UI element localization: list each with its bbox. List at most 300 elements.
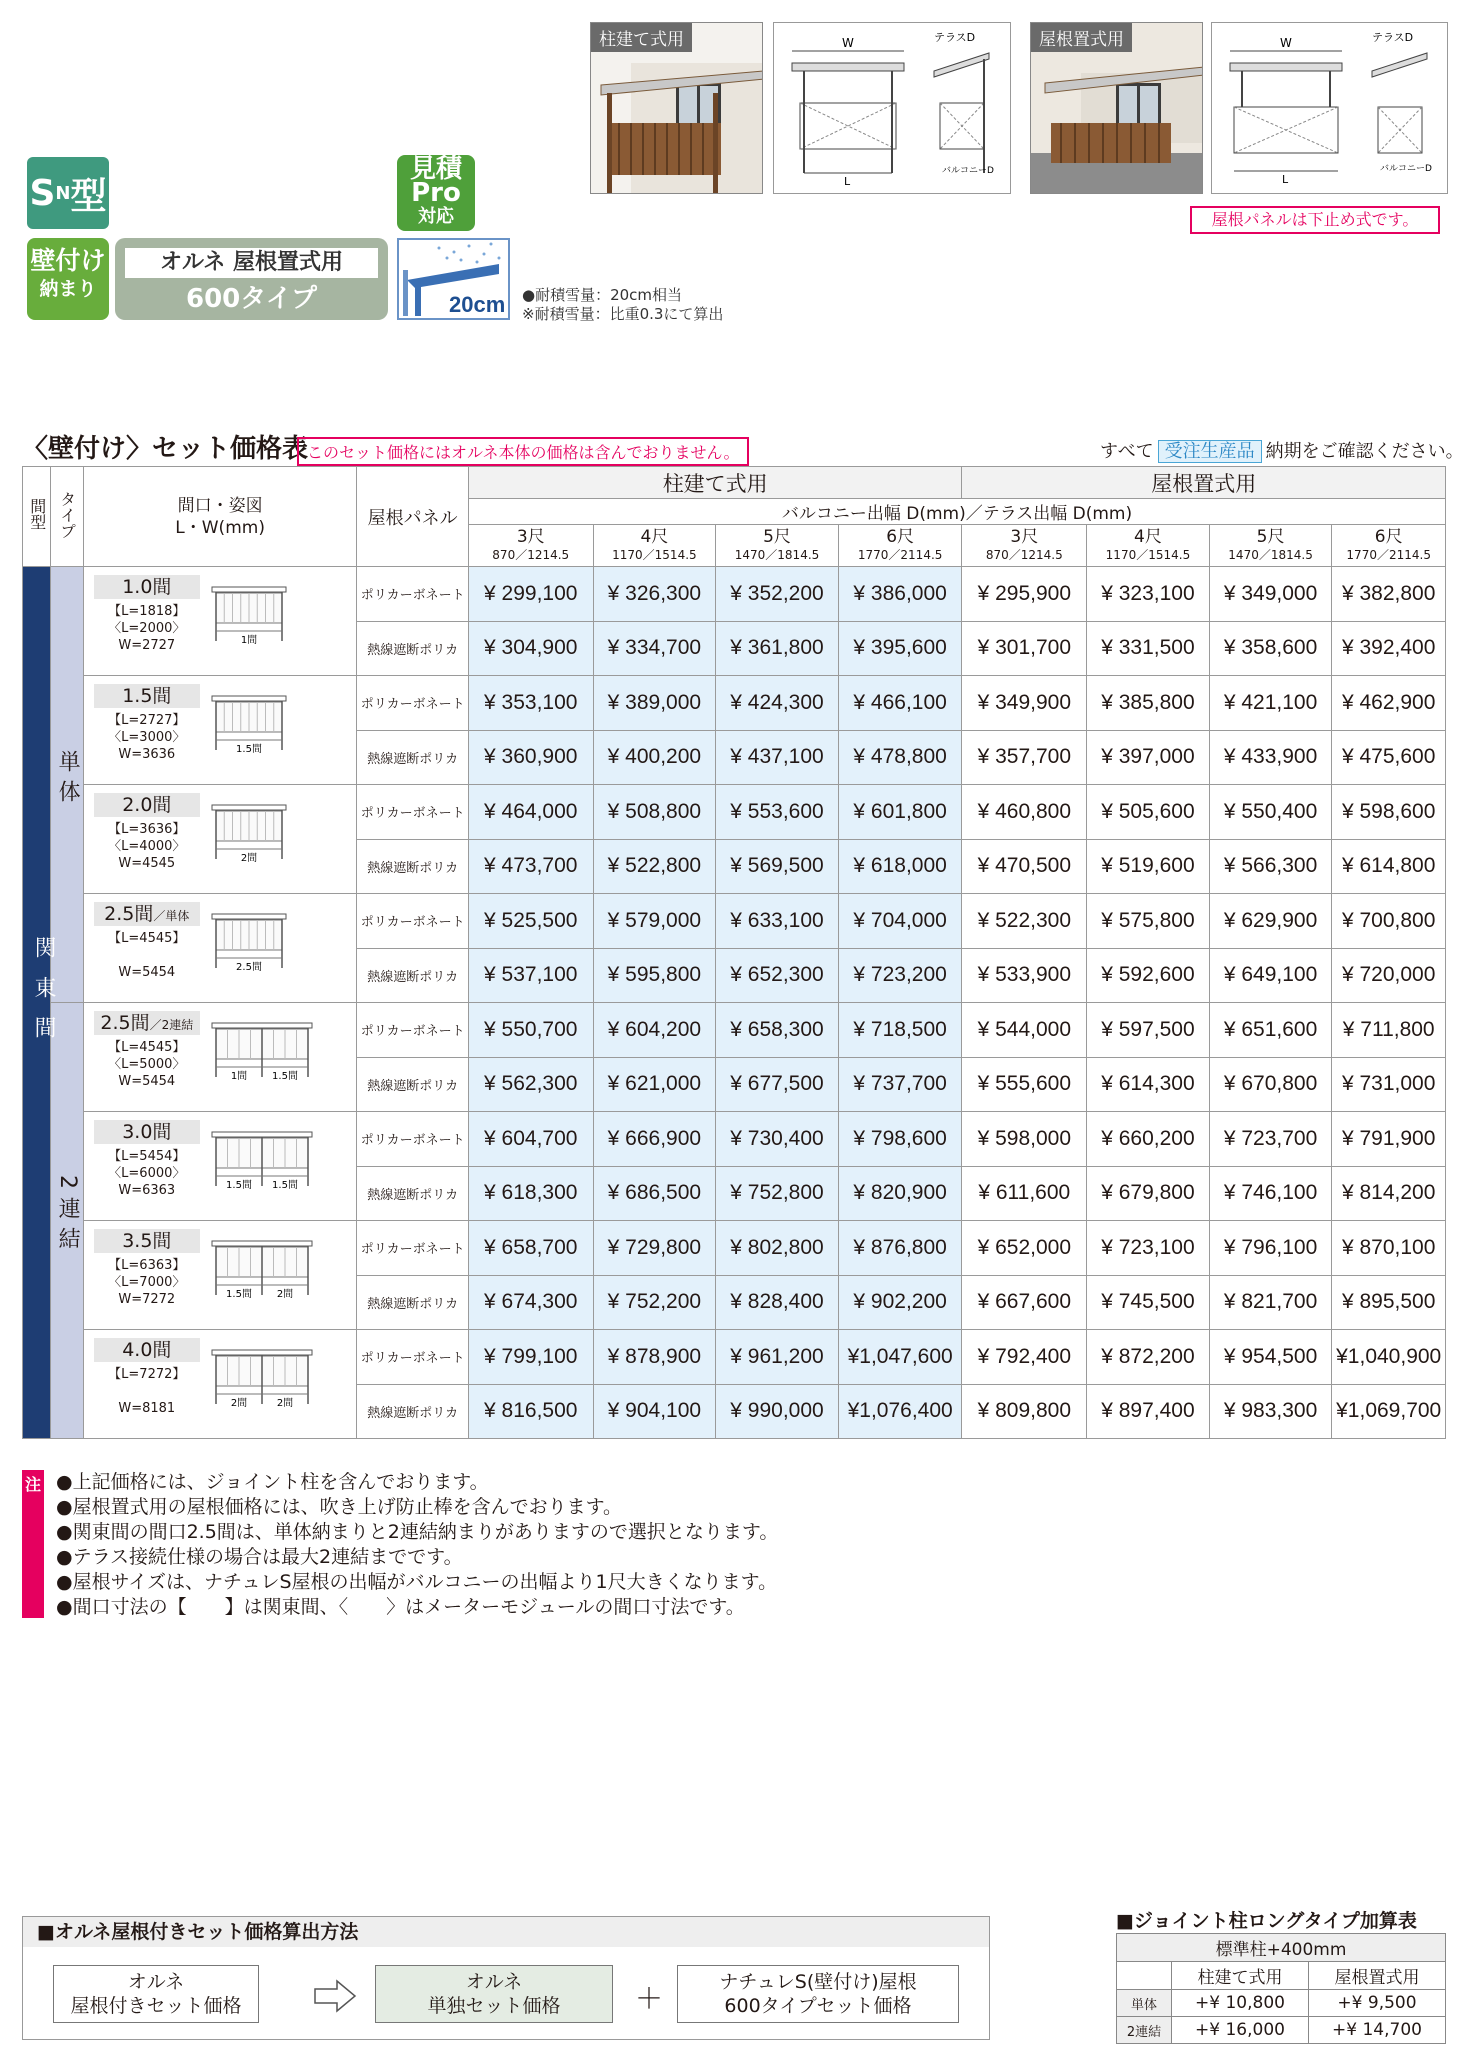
joint-row-post: +¥ 16,000 [1172,2017,1309,2044]
price-cell: ¥ 618,300 [468,1166,593,1221]
post-type-photo [590,22,763,194]
span-cell [83,894,357,1003]
panel-heat-block: 熱線遮断ポリカ [357,621,468,676]
price-cell: ¥ 400,200 [593,730,716,785]
type-double-cell [51,1003,83,1439]
panel-polycarbonate: ポリカーボネート [357,1112,468,1167]
price-cell: ¥ 598,000 [962,1112,1087,1167]
span-figure [210,801,300,865]
made-to-order-badge: 受注生産品 [1158,440,1262,463]
snow-load-icon [397,238,510,320]
price-cell: ¥ 745,500 [1087,1275,1210,1330]
panel-heat-block: 熱線遮断ポリカ [357,730,468,785]
price-cell: ¥ 821,700 [1209,1275,1332,1330]
price-cell: ¥ 385,800 [1087,676,1210,731]
snow-load-note [522,286,723,324]
panel-heat-block: 熱線遮断ポリカ [357,1384,468,1439]
span-figure-label: 2間 [230,1398,247,1409]
span-cell [83,785,357,894]
price-cell: ¥ 462,900 [1332,676,1446,731]
plus-sign: ＋ [635,1982,664,2015]
area-label: 関東間 [31,935,56,1056]
price-cell: ¥ 814,200 [1332,1166,1446,1221]
price-cell: ¥ 357,700 [962,730,1087,785]
sn-sub: N [55,182,71,204]
price-cell: ¥ 604,700 [468,1112,593,1167]
span-label: 3.5間 [94,1229,200,1253]
price-cell: ¥ 878,900 [593,1330,716,1385]
col-span-header: 間口・姿図 L・W(mm) [83,467,357,567]
post-type-diagram [773,22,1011,194]
table-row [23,894,1446,949]
span-figure [210,1237,326,1301]
price-cell: ¥1,040,900 [1332,1330,1446,1385]
panel-heat-block: 熱線遮断ポリカ [357,1057,468,1112]
joint-row-roof: +¥ 9,500 [1309,1990,1446,2017]
table-row [23,1112,1446,1167]
price-cell: ¥ 353,100 [468,676,593,731]
price-cell: ¥ 723,100 [1087,1221,1210,1276]
price-cell: ¥ 633,100 [716,894,839,949]
panel-heat-block: 熱線遮断ポリカ [357,1166,468,1221]
span-cell [83,1330,357,1439]
price-cell: ¥ 508,800 [593,785,716,840]
price-cell: ¥ 466,100 [838,676,962,731]
sn-suffix: 型 [70,175,107,217]
type-label: 単体 [55,750,81,810]
price-cell: ¥ 611,600 [962,1166,1087,1221]
diagram2-balcony-label: バルコニーD [1380,164,1432,174]
span-figure-label: 1間 [240,635,257,646]
price-cell: ¥ 799,100 [468,1330,593,1385]
diagram2-w-label: W [1280,36,1292,50]
size-dims: 1170／1514.5 [612,547,697,562]
type-label: 2連結 [55,1175,81,1257]
price-cell: ¥ 575,800 [1087,894,1210,949]
size-label: 3尺 [516,526,545,547]
size-dims: 1470／1814.5 [1228,547,1313,562]
panel-heat-block: 熱線遮断ポリカ [357,839,468,894]
notes-section [22,1470,902,1620]
mitsumori-line1: 見積 [409,154,462,184]
price-cell: ¥ 597,500 [1087,1003,1210,1058]
note-item: ●テラス接続仕様の場合は最大2連結までです。 [56,1546,463,1568]
span-dims: 【L=4545】 〈L=5000〉 W=5454 [108,1040,186,1089]
span-dims: 【L=4545】 W=5454 [108,931,186,980]
calc-box-orune-price: オルネ 単独セット価格 [375,1965,613,2023]
span-figure-label: 1.5間 [271,1071,298,1082]
orune-type-badge [115,238,388,320]
span-cell [83,567,357,676]
price-cell: ¥ 731,000 [1332,1057,1446,1112]
price-cell: ¥ 718,500 [838,1003,962,1058]
panel-polycarbonate: ポリカーボネート [357,1003,468,1058]
price-cell: ¥ 395,600 [838,621,962,676]
span-dims: 【L=1818】 〈L=2000〉 W=2727 [108,604,186,653]
price-cell: ¥ 519,600 [1087,839,1210,894]
price-cell: ¥ 595,800 [593,948,716,1003]
area-cell [23,567,56,1439]
price-cell: ¥ 360,900 [468,730,593,785]
depth-subheader: バルコニー出幅 D(mm)／テラス出幅 D(mm) [468,499,1445,525]
size-dims: 870／1214.5 [985,547,1063,562]
price-cell: ¥ 522,300 [962,894,1087,949]
price-cell: ¥ 658,700 [468,1221,593,1276]
span-label: 2.0間 [94,793,200,817]
price-cell: ¥ 331,500 [1087,621,1210,676]
price-cell: ¥ 902,200 [838,1275,962,1330]
price-cell: ¥ 464,000 [468,785,593,840]
price-cell: ¥ 301,700 [962,621,1087,676]
size-header [1087,525,1210,567]
panel-polycarbonate: ポリカーボネート [357,894,468,949]
price-cell: ¥ 505,600 [1087,785,1210,840]
price-cell: ¥ 392,400 [1332,621,1446,676]
price-cell: ¥ 598,600 [1332,785,1446,840]
span-figure [210,910,300,974]
price-cell: ¥ 525,500 [468,894,593,949]
span-label: 4.0間 [94,1338,200,1362]
price-cell: ¥ 828,400 [716,1275,839,1330]
price-cell: ¥ 670,800 [1209,1057,1332,1112]
span-figure [210,1019,326,1083]
price-cell: ¥ 723,200 [838,948,962,1003]
size-label: 6尺 [886,526,915,547]
price-cell: ¥ 386,000 [838,567,962,622]
price-cell: ¥ 629,900 [1209,894,1332,949]
size-label: 5尺 [763,526,791,547]
price-cell: ¥ 299,100 [468,567,593,622]
size-header [468,525,593,567]
price-cell: ¥ 667,600 [962,1275,1087,1330]
col-type-header: タイプ [51,467,83,567]
price-cell: ¥ 326,300 [593,567,716,622]
post-type-tag: 柱建て式用 [591,23,692,52]
roof-type-photo [1030,22,1203,194]
price-cell: ¥ 550,700 [468,1003,593,1058]
size-dims: 870／1214.5 [492,547,570,562]
price-cell: ¥ 990,000 [716,1384,839,1439]
price-cell: ¥ 752,200 [593,1275,716,1330]
diagram-d-label: テラスD [934,31,976,44]
span-label: 2.5間／単体 [94,902,200,926]
price-cell: ¥ 746,100 [1209,1166,1332,1221]
notes-list [22,1470,902,1620]
table-row [23,1003,1446,1058]
price-cell: ¥ 389,000 [593,676,716,731]
diagram2-l-label: L [1282,173,1289,186]
price-cell: ¥1,076,400 [838,1384,962,1439]
notes-label: 注 [22,1470,44,1618]
span-dims: 【L=5454】 〈L=6000〉 W=6363 [108,1149,186,1198]
orune-bottom-label: 600タイプ [186,284,317,314]
price-cell: ¥ 711,800 [1332,1003,1446,1058]
span-dims: 【L=6363】 〈L=7000〉 W=7272 [108,1258,186,1307]
joint-row-label: 2連結 [1117,2017,1172,2044]
price-cell: ¥ 382,800 [1332,567,1446,622]
kabetsuke-badge [27,238,109,320]
price-cell: ¥ 651,600 [1209,1003,1332,1058]
diagram2-d-label: テラスD [1372,31,1414,44]
price-cell: ¥ 792,400 [962,1330,1087,1385]
panel-polycarbonate: ポリカーボネート [357,567,468,622]
group-post-header: 柱建て式用 [468,467,962,499]
mitsumori-line3: 対応 [418,206,454,227]
joint-col-roof: 屋根置式用 [1309,1962,1446,1990]
panel-polycarbonate: ポリカーボネート [357,1221,468,1276]
note-item: ●屋根サイズは、ナチュレS屋根の出幅がバルコニーの出幅より1尺大きくなります。 [56,1571,778,1593]
snow-value: 20cm [449,292,506,317]
joint-table [1116,1933,1446,2044]
col-area-header: 間型 [23,467,51,567]
price-cell: ¥ 614,300 [1087,1057,1210,1112]
joint-table-title: ■ジョイント柱ロングタイプ加算表 [1116,1910,1417,1932]
price-cell: ¥ 433,900 [1209,730,1332,785]
price-cell: ¥ 562,300 [468,1057,593,1112]
price-cell: ¥ 475,600 [1332,730,1446,785]
span-figure-label: 1.5間 [271,1180,298,1191]
price-cell: ¥1,069,700 [1332,1384,1446,1439]
price-cell: ¥ 704,000 [838,894,962,949]
joint-standard: 標準柱+400mm [1117,1934,1446,1962]
joint-row-label: 単体 [1117,1990,1172,2017]
price-cell: ¥ 904,100 [593,1384,716,1439]
price-cell: ¥ 437,100 [716,730,839,785]
span-figure-label: 1.5間 [225,1180,252,1191]
roof-panel-note: 屋根パネルは下止め式です。 [1190,206,1440,234]
price-cell: ¥ 553,600 [716,785,839,840]
price-cell: ¥ 421,100 [1209,676,1332,731]
price-cell: ¥ 566,300 [1209,839,1332,894]
price-cell: ¥ 544,000 [962,1003,1087,1058]
price-cell: ¥ 649,100 [1209,948,1332,1003]
diagram-w-label: W [842,36,854,50]
price-cell: ¥ 592,600 [1087,948,1210,1003]
diagram-l-label: L [844,175,851,188]
price-cell: ¥ 658,300 [716,1003,839,1058]
size-label: 4尺 [1134,526,1162,547]
snow-note-2: ※耐積雪量：比重0.3にて算出 [522,305,724,323]
span-label: 1.5間 [94,684,200,708]
table-row [23,1330,1446,1385]
table-row [23,1221,1446,1276]
price-cell: ¥ 983,300 [1209,1384,1332,1439]
size-header [1209,525,1332,567]
price-cell: ¥ 569,500 [716,839,839,894]
price-cell: ¥ 809,800 [962,1384,1087,1439]
span-cell [83,1003,357,1112]
price-cell: ¥ 473,700 [468,839,593,894]
size-header [838,525,962,567]
size-label: 6尺 [1374,526,1403,547]
order-note [1100,437,1464,463]
roof-type-diagram [1211,22,1448,194]
price-cell: ¥ 729,800 [593,1221,716,1276]
joint-row-roof: +¥ 14,700 [1309,2017,1446,2044]
joint-row-post: +¥ 10,800 [1172,1990,1309,2017]
price-cell: ¥ 618,000 [838,839,962,894]
price-cell: ¥ 621,000 [593,1057,716,1112]
price-cell: ¥ 720,000 [1332,948,1446,1003]
span-figure-label: 1.5間 [225,1289,252,1300]
price-cell: ¥ 816,500 [468,1384,593,1439]
price-cell: ¥ 798,600 [838,1112,962,1167]
size-header [962,525,1087,567]
size-dims: 1170／1514.5 [1105,547,1191,562]
orune-top-label: オルネ 屋根置式用 [125,248,378,278]
span-dims: 【L=2727】 〈L=3000〉 W=3636 [108,713,186,762]
price-cell: ¥ 872,200 [1087,1330,1210,1385]
price-cell: ¥ 614,800 [1332,839,1446,894]
price-cell: ¥ 723,700 [1209,1112,1332,1167]
page-title: 〈壁付け〉セット価格表 [22,434,309,464]
price-cell: ¥ 304,900 [468,621,593,676]
price-cell: ¥ 550,400 [1209,785,1332,840]
price-cell: ¥ 652,300 [716,948,839,1003]
size-label: 3尺 [1010,526,1039,547]
table-row [23,785,1446,840]
price-cell: ¥ 700,800 [1332,894,1446,949]
order-note-suffix: 納期をご確認ください。 [1265,441,1464,462]
price-cell: ¥ 579,000 [593,894,716,949]
price-cell: ¥ 802,800 [716,1221,839,1276]
calc-method-box [22,1916,990,2040]
span-figure-label: 2間 [276,1398,293,1409]
price-cell: ¥ 674,300 [468,1275,593,1330]
price-cell: ¥ 752,800 [716,1166,839,1221]
size-header [593,525,716,567]
price-cell: ¥1,047,600 [838,1330,962,1385]
diagram-balcony-label: バルコニーD [942,166,994,176]
price-cell: ¥ 961,200 [716,1330,839,1385]
price-cell: ¥ 954,500 [1209,1330,1332,1385]
size-header [716,525,839,567]
price-cell: ¥ 349,000 [1209,567,1332,622]
size-header [1332,525,1446,567]
span-figure-label: 2間 [240,853,257,864]
span-label: 2.5間／2連結 [94,1011,200,1035]
panel-polycarbonate: ポリカーボネート [357,676,468,731]
price-cell: ¥ 358,600 [1209,621,1332,676]
calc-box-set-price: オルネ 屋根付きセット価格 [53,1965,259,2023]
price-cell: ¥ 677,500 [716,1057,839,1112]
price-cell: ¥ 686,500 [593,1166,716,1221]
span-label: 1.0間 [94,575,200,599]
kabetsuke-line2: 納まり [39,278,97,300]
span-figure-label: 2.5間 [235,962,262,973]
price-cell: ¥ 361,800 [716,621,839,676]
price-cell: ¥ 295,900 [962,567,1087,622]
price-cell: ¥ 897,400 [1087,1384,1210,1439]
price-cell: ¥ 791,900 [1332,1112,1446,1167]
price-cell: ¥ 323,100 [1087,567,1210,622]
size-dims: 1470／1814.5 [734,547,820,562]
price-cell: ¥ 870,100 [1332,1221,1446,1276]
panel-polycarbonate: ポリカーボネート [357,1330,468,1385]
size-dims: 1770／2114.5 [857,547,943,562]
span-figure [210,692,300,756]
span-cell [83,676,357,785]
order-note-prefix: すべて [1100,441,1154,462]
price-cell: ¥ 537,100 [468,948,593,1003]
span-label: 3.0間 [94,1120,200,1144]
price-cell: ¥ 820,900 [838,1166,962,1221]
price-cell: ¥ 397,000 [1087,730,1210,785]
price-cell: ¥ 876,800 [838,1221,962,1276]
price-cell: ¥ 424,300 [716,676,839,731]
price-cell: ¥ 679,800 [1087,1166,1210,1221]
price-cell: ¥ 652,000 [962,1221,1087,1276]
panel-heat-block: 熱線遮断ポリカ [357,1275,468,1330]
roof-type-tag: 屋根置式用 [1031,23,1132,52]
price-cell: ¥ 737,700 [838,1057,962,1112]
note-item: ●屋根置式用の屋根価格には、吹き上げ防止棒を含んでおります。 [56,1496,623,1518]
span-figure [210,1128,326,1192]
joint-corner [1117,1962,1172,1990]
price-cell: ¥ 660,200 [1087,1112,1210,1167]
panel-heat-block: 熱線遮断ポリカ [357,948,468,1003]
price-cell: ¥ 533,900 [962,948,1087,1003]
note-item: ●間口寸法の【 】は関東間、〈 〉はメーターモジュールの間口寸法です。 [56,1596,745,1618]
span-figure [210,583,300,647]
price-cell: ¥ 601,800 [838,785,962,840]
price-cell: ¥ 470,500 [962,839,1087,894]
group-roof-header: 屋根置式用 [962,467,1446,499]
span-figure [210,1346,326,1410]
panel-polycarbonate: ポリカーボネート [357,785,468,840]
size-label: 4尺 [640,526,669,547]
price-cell: ¥ 460,800 [962,785,1087,840]
price-cell: ¥ 352,200 [716,567,839,622]
span-dims: 【L=3636】 〈L=4000〉 W=4545 [108,822,186,871]
price-cell: ¥ 555,600 [962,1057,1087,1112]
price-warning: このセット価格にはオルネ本体の価格は含んでおりません。 [297,437,749,466]
price-cell: ¥ 604,200 [593,1003,716,1058]
span-figure-label: 2間 [276,1289,293,1300]
price-cell: ¥ 478,800 [838,730,962,785]
calc-box-roof-price: ナチュレS(壁付け)屋根 600タイプセット価格 [677,1965,959,2023]
size-label: 5尺 [1256,526,1285,547]
price-cell: ¥ 666,900 [593,1112,716,1167]
sn-type-badge [27,157,109,229]
table-row [23,567,1446,622]
arrow-right-icon [313,1979,357,2013]
snow-note-1: ●耐積雪量：20cm相当 [522,286,683,304]
mitsumori-pro-badge [397,155,475,231]
mitsumori-line2: Pro [411,178,461,208]
price-cell: ¥ 334,700 [593,621,716,676]
price-cell: ¥ 349,900 [962,676,1087,731]
price-cell: ¥ 796,100 [1209,1221,1332,1276]
span-cell [83,1112,357,1221]
span-figure-label: 1間 [230,1071,247,1082]
price-table [22,466,1446,1439]
price-cell: ¥ 522,800 [593,839,716,894]
note-item: ●関東間の間口2.5間は、単体納まりと2連結納まりがありますので選択となります。 [56,1521,779,1543]
span-cell [83,1221,357,1330]
note-item: ●上記価格には、ジョイント柱を含んでおります。 [56,1471,489,1493]
price-cell: ¥ 895,500 [1332,1275,1446,1330]
span-figure-label: 1.5間 [235,744,262,755]
calc-method-title: ■オルネ屋根付きセット価格算出方法 [23,1917,989,1947]
size-dims: 1770／2114.5 [1346,547,1431,562]
joint-col-post: 柱建て式用 [1172,1962,1309,1990]
col-panel-header: 屋根パネル [357,467,468,567]
price-cell: ¥ 730,400 [716,1112,839,1167]
span-dims: 【L=7272】 W=8181 [108,1367,186,1416]
kabetsuke-line1: 壁付け [30,246,106,275]
sn-main: S [29,172,56,214]
